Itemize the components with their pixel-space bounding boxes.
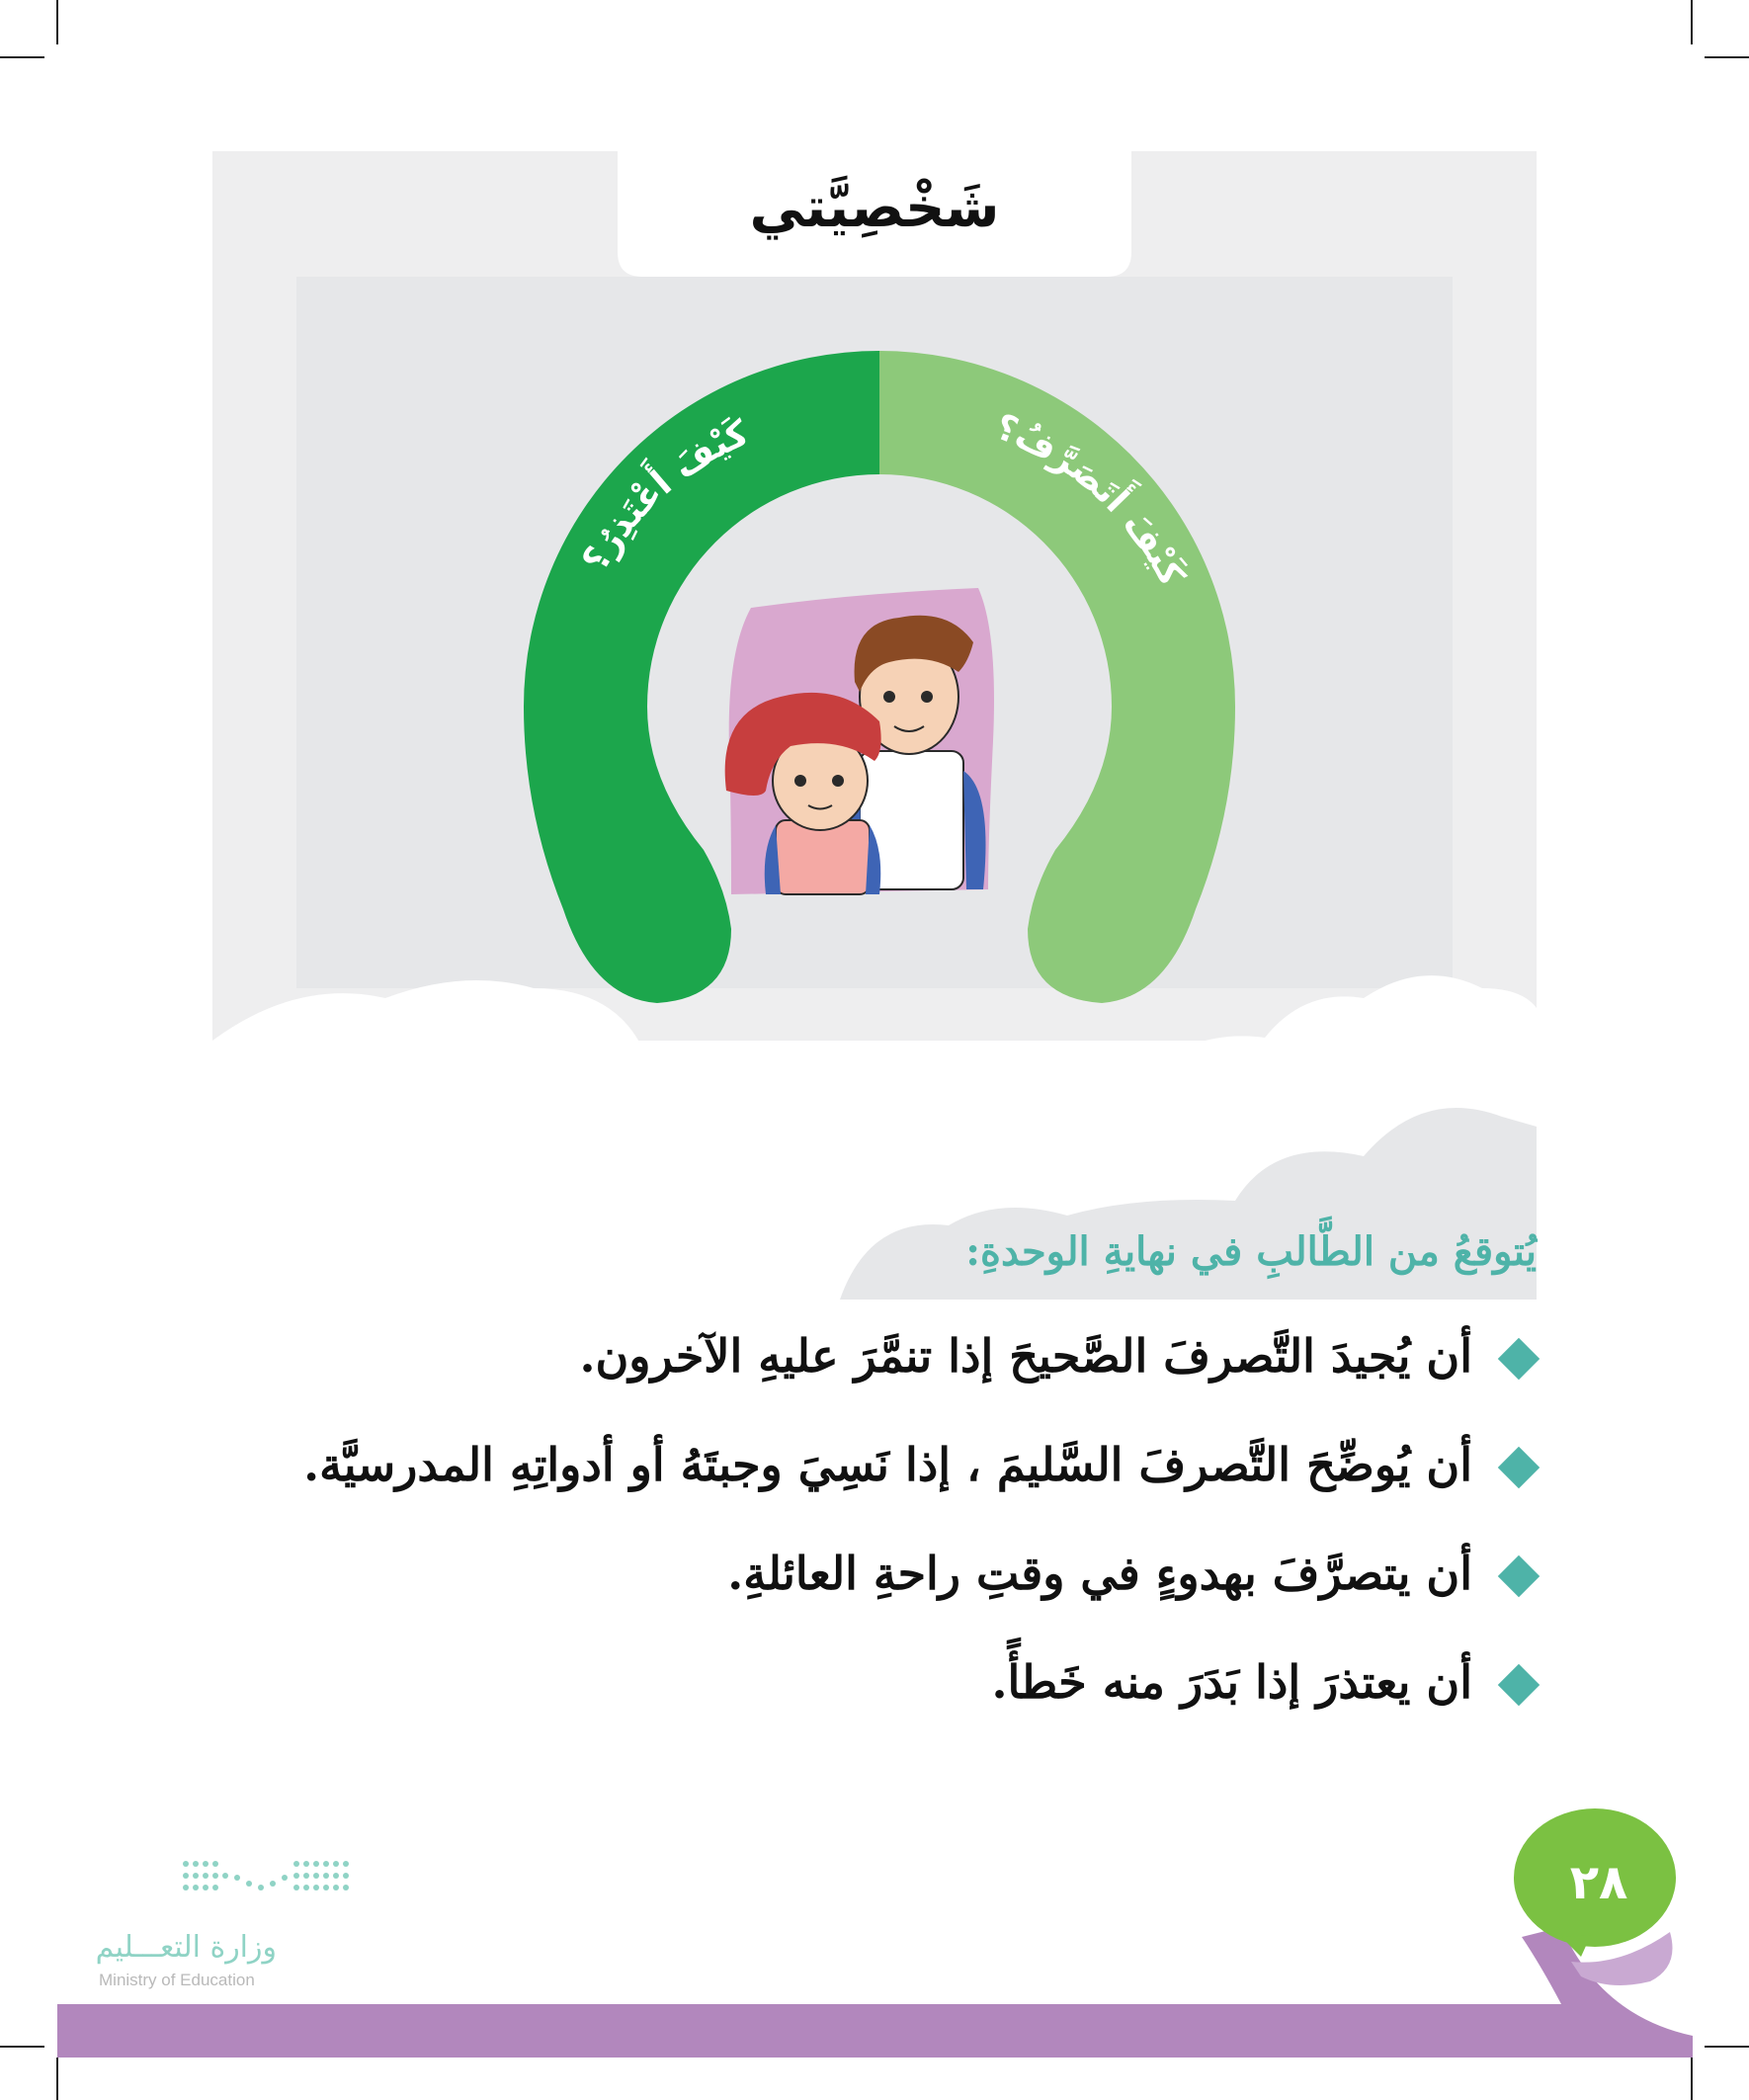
ministry-name-english: Ministry of Education [99,1971,255,1989]
objective-item: أن يعتذرَ إذا بَدَرَ منه خَطأً. [991,1655,1472,1709]
objective-item: أن يتصرَّفَ بهدوءٍ في وقتِ راحةِ العائلةِ. [727,1547,1472,1600]
ministry-name-arabic: وزارة التعـــليم [95,1930,277,1965]
page-title: شَخْصِيَّتي [749,176,1000,240]
page-number: ٢٨ [1569,1855,1628,1910]
objectives-heading: يُتوقعُ من الطَّالبِ في نهايةِ الوحدةِ: [965,1228,1537,1275]
arc-right-label: كَيْفَ أَتَصَرَّفُ؟ [989,406,1193,593]
arc-left-label: كَيْفَ أَعْتَذِرُ؟ [574,412,755,579]
objective-item: أن يُوضِّحَ التَّصرفَ السَّليمَ ، إذا نَسِيَ وجبتَهُ أو أدواتِهِ المدرسيَّة. [303,1438,1472,1491]
objective-item: أن يُجيدَ التَّصرفَ الصَّحيحَ إذا تنمَّرَ عليهِ الآخرون. [579,1329,1472,1383]
